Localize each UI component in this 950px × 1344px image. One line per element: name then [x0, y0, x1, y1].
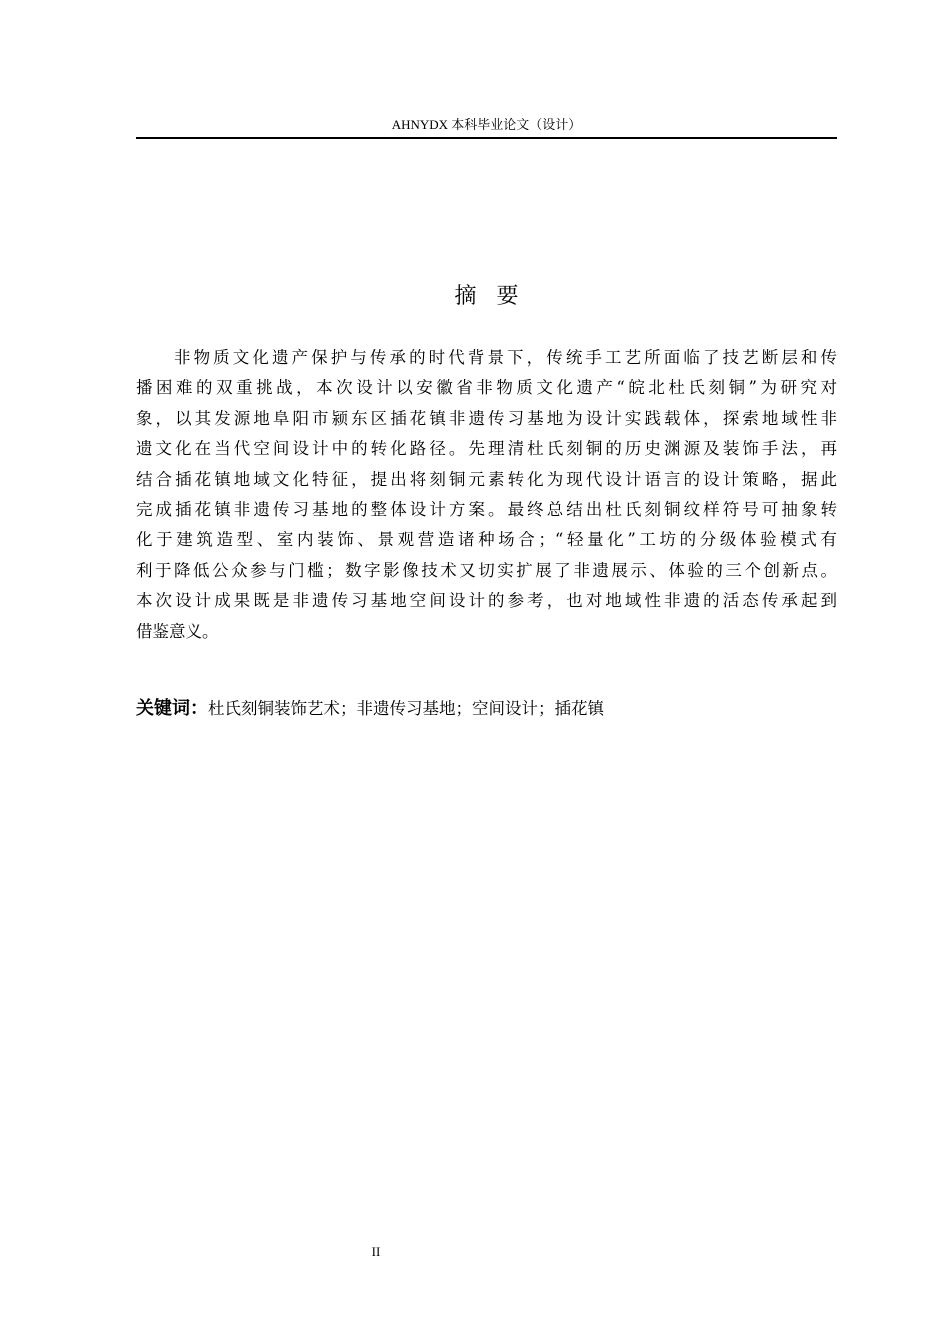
abstract-title: 摘要 [454, 284, 539, 309]
abstract-line: 播困难的双重挑战，本次设计以安徽省非物质文化遗产“皖北杜氏刻铜”为研究对 [136, 378, 837, 398]
page-number: II [371, 1244, 381, 1259]
abstract-line: 非物质文化遗产保护与传承的时代背景下，传统手工艺所面临了技艺断层和传 [174, 348, 837, 367]
abstract-line: 利于降低公众参与门槛；数字影像技术又切实扩展了非遗展示、体验的三个创新点。 [136, 560, 837, 580]
keywords-text: 杜氏刻铜装饰艺术；非遗传习基地；空间设计；插花镇 [208, 699, 604, 718]
abstract-line: 本次设计成果既是非遗传习基地空间设计的参考，也对地域性非遗的活态传承起到 [136, 591, 837, 611]
keywords [136, 694, 837, 724]
abstract-line: 象，以其发源地阜阳市颍东区插花镇非遗传习基地为设计实践载体，探索地域性非 [136, 408, 837, 428]
abstract-line: 完成插花镇非遗传习基地的整体设计方案。最终总结出杜氏刻铜纹样符号可抽象转 [136, 500, 837, 520]
abstract-line: 借鉴意义。 [136, 621, 219, 641]
abstract-line: 化于建筑造型、室内装饰、景观营造诸种场合；“轻量化”工坊的分级体验模式有 [136, 530, 837, 550]
keywords-label: 关键词： [136, 698, 208, 719]
running-header: AHNYDX 本科毕业论文（设计） [391, 117, 582, 132]
abstract-body [136, 343, 837, 647]
abstract-line: 结合插花镇地域文化特征，提出将刻铜元素转化为现代设计语言的设计策略，据此 [136, 469, 837, 489]
abstract-line: 遗文化在当代空间设计中的转化路径。先理清杜氏刻铜的历史渊源及装饰手法，再 [136, 439, 837, 459]
header-rule [136, 137, 837, 139]
